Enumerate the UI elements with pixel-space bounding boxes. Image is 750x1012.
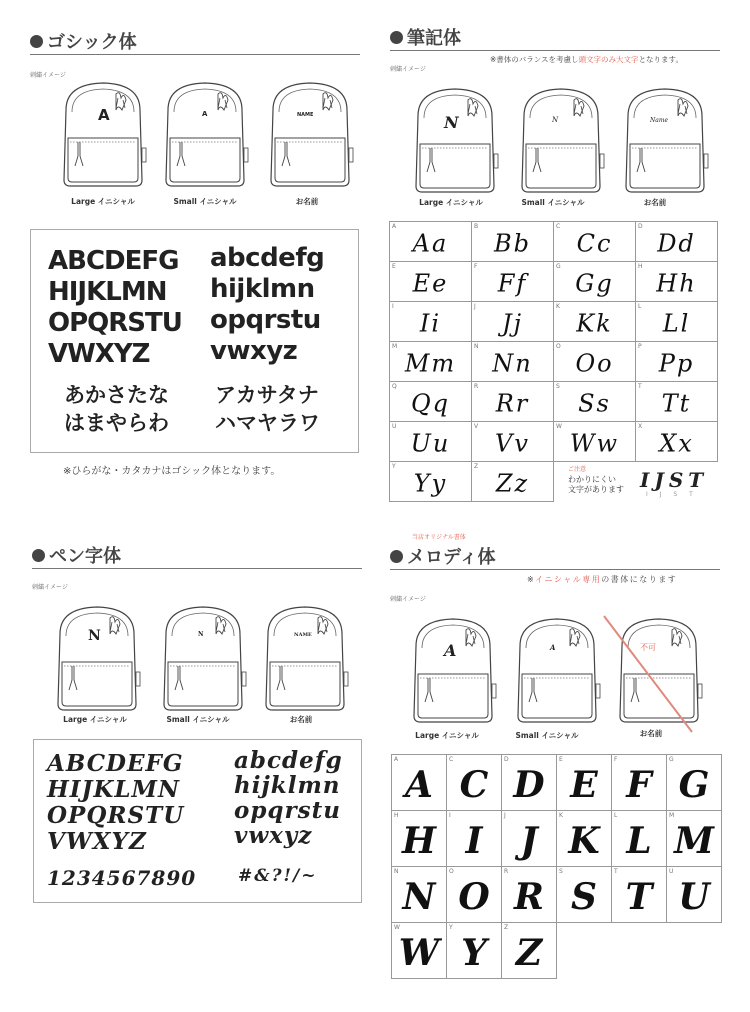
section-rule [390, 569, 720, 570]
backpack-small-image [512, 616, 604, 726]
katakana-line: アカサタナ [215, 383, 319, 407]
grid-cell: K Kk [554, 302, 636, 342]
pen-upper-line: ABCDEFG [47, 750, 184, 777]
bag-large-text: N [88, 628, 101, 644]
grid-cell: E Ee [390, 262, 472, 302]
grid-cell: H H [392, 811, 447, 867]
bullet-icon [32, 549, 45, 562]
gothic-upper-line: VWXYZ [48, 339, 150, 369]
bullet-icon [390, 550, 403, 563]
melody-note: ※イニシャル専用の書体になります [527, 575, 678, 584]
grid-cell: S S [557, 867, 612, 923]
shop-original-label: 当店オリジナル書体 [412, 534, 466, 541]
caption-small: Small イニシャル [173, 197, 237, 206]
warning-letters: I J S T [646, 491, 698, 498]
bag-large-text: A [444, 641, 457, 660]
sample-label: 刺繍イメージ [390, 66, 426, 73]
pen-upper-line: OPQRSTU [47, 802, 185, 829]
grid-cell: O O [447, 867, 502, 923]
bullet-icon [390, 31, 403, 44]
grid-cell: R R [502, 867, 557, 923]
gothic-footnote: ※ひらがな・カタカナはゴシック体となります。 [63, 466, 281, 477]
sample-label: 刺繍イメージ [30, 72, 66, 79]
caption-large: Large イニシャル [71, 197, 135, 206]
grid-cell: X Xx [636, 422, 718, 462]
grid-cell: M M [667, 811, 722, 867]
grid-cell: A Aa [390, 222, 472, 262]
warning-title: ご注意 [568, 466, 587, 473]
grid-cell: P Pp [636, 342, 718, 382]
bag-name-text: NAME [297, 112, 314, 118]
pen-digits: 1234567890 [47, 866, 197, 890]
backpack-name-image [620, 86, 712, 196]
not-allowed-label: 不可 [640, 643, 656, 652]
caption-large: Large イニシャル [63, 715, 127, 724]
backpack-small-image [516, 86, 608, 196]
grid-cell: F F [612, 755, 667, 811]
caption-name: お名前 [643, 198, 667, 207]
gothic-upper-line: ABCDEFG [48, 246, 179, 276]
warning-line: 文字があります [568, 485, 624, 494]
pen-title: ペン字体 [32, 542, 121, 568]
caption-name: お名前 [289, 715, 313, 724]
bullet-icon [30, 35, 43, 48]
section-rule [32, 568, 362, 569]
backpack-small-image [158, 604, 250, 714]
grid-cell: A A [392, 755, 447, 811]
backpack-large-image [58, 80, 150, 190]
hiragana-line: はまやらわ [64, 411, 169, 435]
grid-cell: Y Y [447, 923, 502, 979]
bag-small-text: A [202, 110, 208, 118]
warning-line: わかりにくい [568, 475, 616, 484]
bag-small-text: A [550, 643, 556, 652]
pen-lower-line: hijklmn [234, 772, 341, 799]
pen-lower-line: abcdefg [234, 747, 343, 774]
pen-symbols: #&?!/~ [238, 866, 318, 886]
backpack-small-image [160, 80, 252, 190]
bag-small-text: N [552, 116, 559, 124]
melody-alphabet-grid [391, 754, 722, 979]
backpack-name-image [265, 80, 357, 190]
grid-cell: Z Zz [472, 462, 554, 502]
grid-cell: M Mm [390, 342, 472, 382]
grid-cell: C Cc [554, 222, 636, 262]
pen-lower-line: vwxyz [234, 822, 313, 849]
bag-large-text: A [98, 106, 110, 124]
katakana-line: ハマヤラワ [215, 411, 320, 435]
grid-cell: N Nn [472, 342, 554, 382]
grid-cell: U U [667, 867, 722, 923]
bag-name-text: NAME [294, 632, 312, 638]
bag-large-text: N [444, 113, 459, 132]
gothic-title: ゴシック体 [30, 28, 137, 54]
grid-cell: D Dd [636, 222, 718, 262]
gothic-lower-line: hijklmn [210, 274, 315, 304]
gothic-upper-line: HIJKLMN [48, 277, 167, 307]
caption-small: Small イニシャル [515, 731, 579, 740]
bag-small-text: N [198, 631, 204, 638]
grid-cell: Y Yy [390, 462, 472, 502]
warning-glyphs: IJST [640, 468, 709, 492]
gothic-upper-line: OPQRSTU [48, 308, 182, 338]
caption-large: Large イニシャル [415, 731, 479, 740]
gothic-lowercase [210, 243, 324, 367]
grid-cell: E E [557, 755, 612, 811]
backpack-large-image [52, 604, 144, 714]
not-allowed-slash-icon [600, 612, 700, 738]
backpack-name-image [260, 604, 352, 714]
grid-cell: J J [502, 811, 557, 867]
gothic-uppercase [48, 246, 182, 370]
grid-cell: Q Qq [390, 382, 472, 422]
melody-title: メロディ体 [390, 543, 496, 569]
grid-cell: W W [392, 923, 447, 979]
grid-cell: U Uu [390, 422, 472, 462]
warning-cell [554, 462, 718, 502]
grid-cell: T T [612, 867, 667, 923]
grid-cell: V Vv [472, 422, 554, 462]
handwriting-alphabet-grid [389, 221, 718, 502]
grid-cell: Z Z [502, 923, 557, 979]
grid-cell: I I [447, 811, 502, 867]
grid-cell: N N [392, 867, 447, 923]
caption-name: お名前 [639, 729, 663, 738]
gothic-lower-line: vwxyz [210, 336, 298, 366]
grid-cell: R Rr [472, 382, 554, 422]
backpack-large-image [408, 616, 500, 726]
pen-upper-line: VWXYZ [47, 828, 147, 855]
handwriting-note: ※書体のバランスを考慮し頭文字のみ大文字となります。 [490, 55, 683, 64]
grid-cell: C C [447, 755, 502, 811]
caption-large: Large イニシャル [419, 198, 483, 207]
sample-label: 刺繍イメージ [32, 584, 68, 591]
grid-cell: L Ll [636, 302, 718, 342]
backpack-large-image [410, 86, 502, 196]
section-rule [390, 50, 720, 51]
grid-cell: J Jj [472, 302, 554, 342]
grid-cell: T Tt [636, 382, 718, 422]
sample-label: 刺繍イメージ [390, 596, 426, 603]
grid-cell: O Oo [554, 342, 636, 382]
grid-cell: K K [557, 811, 612, 867]
pen-uppercase [47, 751, 184, 855]
caption-name: お名前 [295, 197, 319, 206]
bag-name-text: Name [650, 117, 669, 124]
caption-small: Small イニシャル [521, 198, 585, 207]
hiragana-line: あかさたな [64, 383, 169, 407]
gothic-lower-line: opqrstu [210, 305, 321, 335]
grid-cell: G G [667, 755, 722, 811]
gothic-katakana [215, 381, 320, 437]
gothic-hiragana [64, 381, 169, 437]
pen-lowercase [234, 748, 343, 848]
gothic-lower-line: abcdefg [210, 243, 325, 273]
grid-cell: B Bb [472, 222, 554, 262]
grid-cell: S Ss [554, 382, 636, 422]
caption-small: Small イニシャル [166, 715, 230, 724]
handwriting-title: 筆記体 [390, 24, 461, 50]
grid-cell: W Ww [554, 422, 636, 462]
grid-cell: L L [612, 811, 667, 867]
pen-upper-line: HIJKLMN [47, 776, 181, 803]
grid-cell: D D [502, 755, 557, 811]
pen-lower-line: opqrstu [234, 797, 341, 824]
grid-cell: I Ii [390, 302, 472, 342]
section-rule [30, 54, 360, 55]
grid-cell: F Ff [472, 262, 554, 302]
grid-cell: G Gg [554, 262, 636, 302]
grid-cell: H Hh [636, 262, 718, 302]
